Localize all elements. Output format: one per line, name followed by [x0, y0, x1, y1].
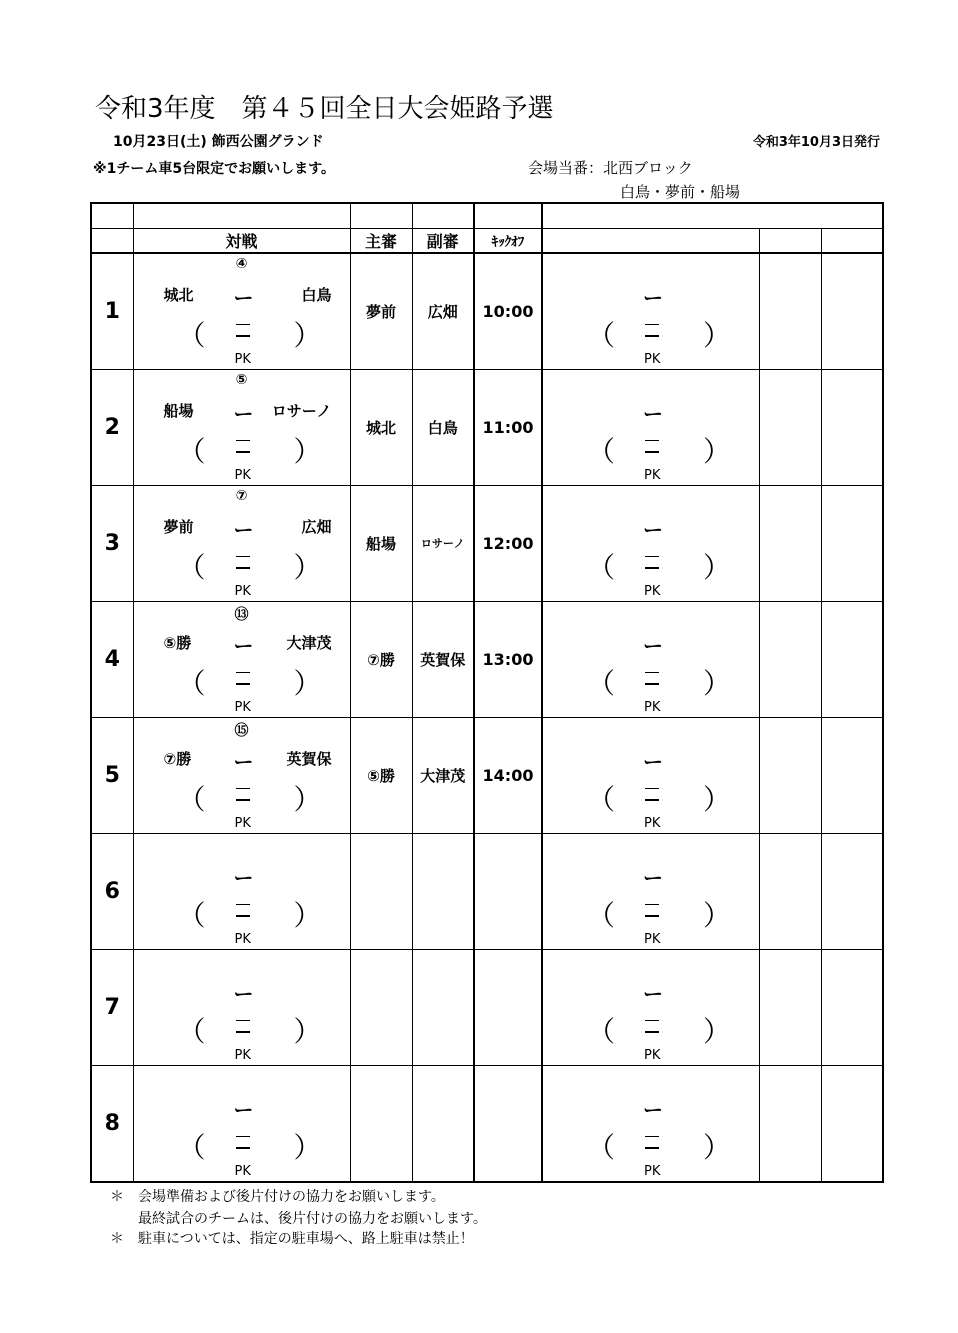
header-referee: 主審	[350, 228, 412, 253]
team-a: ⑤勝	[163, 633, 192, 652]
match-cell	[133, 253, 350, 370]
score-dash: ー	[643, 749, 663, 774]
game-number: ⑮	[234, 722, 249, 739]
extra-cell	[821, 253, 883, 370]
pk-score-marks	[236, 788, 250, 811]
assistant-cell	[412, 833, 474, 949]
referee-cell: 城北	[350, 369, 412, 485]
kickoff-cell	[474, 949, 542, 1065]
pk-score-marks	[236, 672, 250, 695]
left-paren: （	[587, 898, 616, 932]
score-dash: ー	[233, 865, 254, 890]
left-paren: （	[587, 550, 616, 584]
kickoff-cell: 14:00	[474, 717, 542, 833]
right-paren: ）	[293, 782, 322, 816]
referee-cell: 船場	[350, 485, 412, 601]
pk-score-marks	[645, 904, 659, 927]
team-b: 英賀保	[286, 749, 332, 768]
right-paren: ）	[293, 550, 322, 584]
left-paren: （	[177, 666, 206, 700]
team-a: ⑦勝	[163, 749, 192, 768]
footer-note-2: 最終試合のチームは、後片付けの協力をお願いします。	[110, 1211, 487, 1227]
extra-cell	[821, 833, 883, 949]
left-paren: （	[177, 1130, 206, 1164]
pk-label: PK	[644, 931, 661, 947]
right-paren: ）	[703, 550, 732, 584]
score-dash: ー	[643, 981, 663, 1006]
team-b: 白鳥	[301, 285, 332, 304]
match-number: 7	[91, 949, 133, 1065]
pk-score-marks	[645, 324, 659, 347]
referee-cell: 夢前	[350, 253, 412, 370]
extra-cell	[759, 253, 821, 370]
duty-teams: 白鳥・夢前・船場	[620, 183, 741, 201]
referee-cell: ⑤勝	[350, 717, 412, 833]
match-cell	[133, 601, 350, 717]
left-paren: （	[587, 1130, 616, 1164]
extra-cell	[821, 717, 883, 833]
pk-label: PK	[644, 467, 661, 483]
header-assistant: 副審	[412, 228, 474, 253]
table-row	[91, 369, 883, 485]
match-cell	[133, 369, 350, 485]
extra-cell	[759, 717, 821, 833]
pk-score-marks	[236, 324, 250, 347]
assistant-cell: 白鳥	[412, 369, 474, 485]
header-kickoff: ｷｯｸｵﾌ	[474, 228, 542, 253]
left-paren: （	[177, 782, 206, 816]
referee-cell: ⑦勝	[350, 601, 412, 717]
left-paren: （	[587, 1014, 616, 1048]
match-cell	[133, 485, 350, 601]
pk-score-marks	[645, 556, 659, 579]
left-paren: （	[177, 434, 206, 468]
pk-label: PK	[644, 351, 661, 367]
table-row	[91, 601, 883, 717]
pk-label: PK	[234, 1047, 251, 1063]
right-paren: ）	[703, 898, 732, 932]
footer-note-3: ＊ 駐車については、指定の駐車場へ、路上駐車は禁止！	[110, 1231, 474, 1247]
pk-score-marks	[236, 904, 250, 927]
score-dash: ー	[233, 285, 254, 310]
table-row	[91, 717, 883, 833]
pk-score-marks	[645, 788, 659, 811]
match-cell	[133, 833, 350, 949]
team-b: ロサーノ	[271, 401, 332, 420]
right-paren: ）	[703, 666, 732, 700]
table-top-band	[91, 203, 883, 228]
score-dash: ー	[233, 749, 254, 774]
right-paren: ）	[293, 1014, 322, 1048]
left-paren: （	[587, 318, 616, 352]
score-dash: ー	[643, 865, 663, 890]
result-cell	[542, 949, 759, 1065]
kickoff-cell: 13:00	[474, 601, 542, 717]
result-cell	[542, 601, 759, 717]
right-paren: ）	[703, 318, 732, 352]
referee-cell	[350, 833, 412, 949]
match-number: 6	[91, 833, 133, 949]
kickoff-cell	[474, 1065, 542, 1182]
kickoff-cell: 11:00	[474, 369, 542, 485]
pk-label: PK	[644, 815, 661, 831]
table-row	[91, 949, 883, 1065]
result-cell	[542, 485, 759, 601]
team-b: 広畑	[301, 517, 332, 536]
extra-cell	[821, 949, 883, 1065]
left-paren: （	[177, 1014, 206, 1048]
kickoff-cell: 10:00	[474, 253, 542, 370]
game-number: ⑤	[235, 371, 248, 388]
team-b: 大津茂	[286, 633, 332, 652]
footer-note-1: ＊ 会場準備および後片付けの協力をお願いします。	[110, 1189, 445, 1205]
match-cell	[133, 717, 350, 833]
left-paren: （	[177, 318, 206, 352]
right-paren: ）	[293, 666, 322, 700]
score-dash: ー	[233, 517, 254, 542]
assistant-cell: 広畑	[412, 253, 474, 370]
extra-cell	[759, 833, 821, 949]
pk-score-marks	[645, 1136, 659, 1159]
pk-label: PK	[644, 1047, 661, 1063]
pk-label: PK	[234, 351, 251, 367]
date-venue: 10月23日(土) 飾西公園グランド	[113, 134, 324, 150]
right-paren: ）	[703, 1130, 732, 1164]
kickoff-cell	[474, 833, 542, 949]
team-a: 城北	[163, 285, 194, 304]
result-cell	[542, 717, 759, 833]
match-cell	[133, 949, 350, 1065]
result-cell	[542, 369, 759, 485]
pk-label: PK	[644, 583, 661, 599]
table-row	[91, 833, 883, 949]
pk-score-marks	[236, 1136, 250, 1159]
game-number: ⑬	[234, 606, 249, 623]
pk-label: PK	[234, 931, 251, 947]
kickoff-cell: 12:00	[474, 485, 542, 601]
extra-cell	[821, 485, 883, 601]
issue-date: 令和3年10月3日発行	[752, 135, 880, 150]
score-dash: ー	[643, 633, 663, 658]
right-paren: ）	[293, 318, 322, 352]
parking-note: ※1チーム車5台限定でお願いします。	[93, 161, 335, 177]
right-paren: ）	[293, 434, 322, 468]
extra-cell	[821, 369, 883, 485]
extra-cell	[821, 601, 883, 717]
pk-score-marks	[236, 1020, 250, 1043]
match-number: 5	[91, 717, 133, 833]
match-number: 1	[91, 253, 133, 370]
pk-score-marks	[645, 672, 659, 695]
pk-score-marks	[645, 440, 659, 463]
extra-cell	[759, 949, 821, 1065]
result-cell	[542, 833, 759, 949]
referee-cell	[350, 1065, 412, 1182]
pk-label: PK	[234, 815, 251, 831]
table-header-row	[91, 228, 883, 253]
pk-label: PK	[234, 699, 251, 715]
score-dash: ー	[233, 981, 254, 1006]
score-dash: ー	[643, 285, 663, 310]
pk-score-marks	[645, 1020, 659, 1043]
pk-label: PK	[234, 1163, 251, 1179]
extra-cell	[821, 1065, 883, 1182]
score-dash: ー	[233, 633, 254, 658]
schedule-table	[90, 202, 884, 1183]
score-dash: ー	[233, 401, 254, 426]
header-match: 対戦	[133, 228, 350, 253]
pk-label: PK	[644, 1163, 661, 1179]
pk-label: PK	[644, 699, 661, 715]
duty-block: 会場当番：北西ブロック	[528, 159, 693, 177]
left-paren: （	[587, 782, 616, 816]
result-cell	[542, 253, 759, 370]
team-a: 船場	[163, 401, 194, 420]
match-number: 2	[91, 369, 133, 485]
score-dash: ー	[233, 1097, 254, 1122]
referee-cell	[350, 949, 412, 1065]
left-paren: （	[177, 898, 206, 932]
result-cell	[542, 1065, 759, 1182]
table-row	[91, 485, 883, 601]
assistant-cell: 大津茂	[412, 717, 474, 833]
right-paren: ）	[703, 782, 732, 816]
right-paren: ）	[703, 434, 732, 468]
left-paren: （	[587, 666, 616, 700]
assistant-cell: 英賀保	[412, 601, 474, 717]
team-a: 夢前	[163, 517, 194, 536]
right-paren: ）	[293, 898, 322, 932]
match-number: 3	[91, 485, 133, 601]
extra-cell	[759, 369, 821, 485]
extra-cell	[759, 485, 821, 601]
assistant-cell: ロサーノ	[412, 485, 474, 601]
score-dash: ー	[643, 517, 663, 542]
match-cell	[133, 1065, 350, 1182]
score-dash: ー	[643, 401, 663, 426]
score-dash: ー	[643, 1097, 663, 1122]
match-number: 8	[91, 1065, 133, 1182]
extra-cell	[759, 1065, 821, 1182]
table-row	[91, 1065, 883, 1182]
page-title: 令和3年度 第４５回全日大会姫路予選	[95, 94, 554, 124]
extra-cell	[759, 601, 821, 717]
pk-score-marks	[236, 556, 250, 579]
game-number: ⑦	[235, 487, 248, 504]
pk-score-marks	[236, 440, 250, 463]
table-row	[91, 253, 883, 370]
left-paren: （	[177, 550, 206, 584]
right-paren: ）	[703, 1014, 732, 1048]
right-paren: ）	[293, 1130, 322, 1164]
game-number: ④	[235, 255, 248, 272]
left-paren: （	[587, 434, 616, 468]
pk-label: PK	[234, 583, 251, 599]
assistant-cell	[412, 1065, 474, 1182]
assistant-cell	[412, 949, 474, 1065]
pk-label: PK	[234, 467, 251, 483]
match-number: 4	[91, 601, 133, 717]
